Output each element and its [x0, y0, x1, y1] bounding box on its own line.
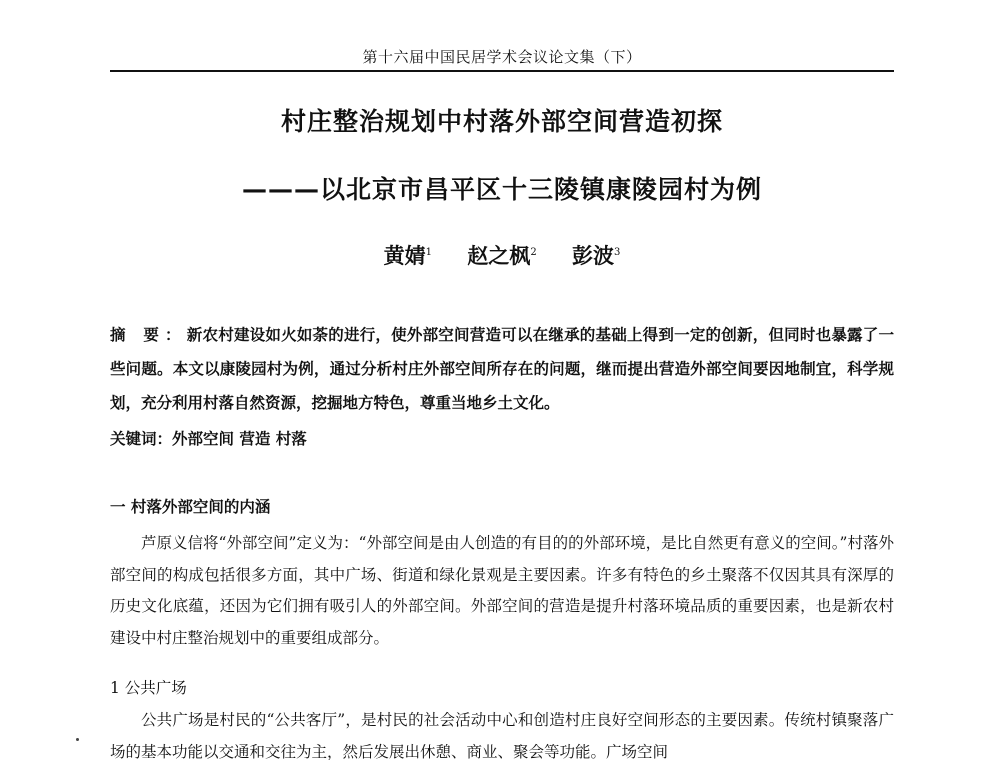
- author-list: [110, 240, 894, 270]
- running-header: 第十六届中国民居学术会议论文集（下）: [362, 48, 642, 66]
- author: [467, 240, 536, 270]
- author: [572, 240, 620, 270]
- affiliation-mark: 3: [614, 247, 621, 258]
- abstract-label: 摘 要：: [110, 326, 187, 344]
- affiliation-mark: 2: [530, 247, 537, 258]
- author-name: 黄婧: [383, 243, 426, 268]
- body-paragraph: 芦原义信将“外部空间”定义为：“外部空间是由人创造的有目的的外部环境，是比自然更有意义的空间。”村落外部空间的构成包括很多方面，其中广场、街道和绿化景观是主要因素。许多有特色的乡土聚落不仅因其具有深厚的历史文化底蕴，还因为它们拥有吸引人的外部空间。外部空间的营造是提升村落环境品质的重要因素，也是新农村建设中村庄整治规划中的重要组成部分。: [110, 534, 894, 647]
- keywords: [110, 422, 894, 456]
- subsection-heading: 1 公共广场: [110, 679, 187, 697]
- author: [384, 240, 432, 270]
- keywords-label: 关键词：: [110, 430, 173, 448]
- header-rule: [110, 70, 894, 72]
- abstract-text: 新农村建设如火如荼的进行，使外部空间营造可以在继承的基础上得到一定的创新，但同时也暴露了一些问题。本文以康陵园村为例，通过分析村庄外部空间所存在的问题，继而提出营造外部空间要因地制宜，科学规划，充分利用村落自然资源，挖掘地方特色，尊重当地乡土文化。: [110, 326, 894, 412]
- section-heading: 一 村落外部空间的内涵: [110, 498, 271, 516]
- keywords-text: 外部空间 营造 村落: [172, 430, 307, 448]
- author-name: 彭波: [572, 243, 614, 268]
- affiliation-mark: 1: [425, 247, 432, 258]
- paper-title: 村庄整治规划中村落外部空间营造初探: [280, 107, 723, 136]
- paper-subtitle: ———以北京市昌平区十三陵镇康陵园村为例: [241, 175, 762, 204]
- body-paragraph: 公共广场是村民的“公共客厅”，是村民的社会活动中心和创造村庄良好空间形态的主要因素。传统村镇聚落广场的基本功能以交通和交往为主，然后发展出休憩、商业、聚会等功能。广场空间: [110, 711, 894, 760]
- scan-artifact: [76, 738, 79, 741]
- abstract: [110, 318, 894, 420]
- author-name: 赵之枫: [467, 243, 531, 268]
